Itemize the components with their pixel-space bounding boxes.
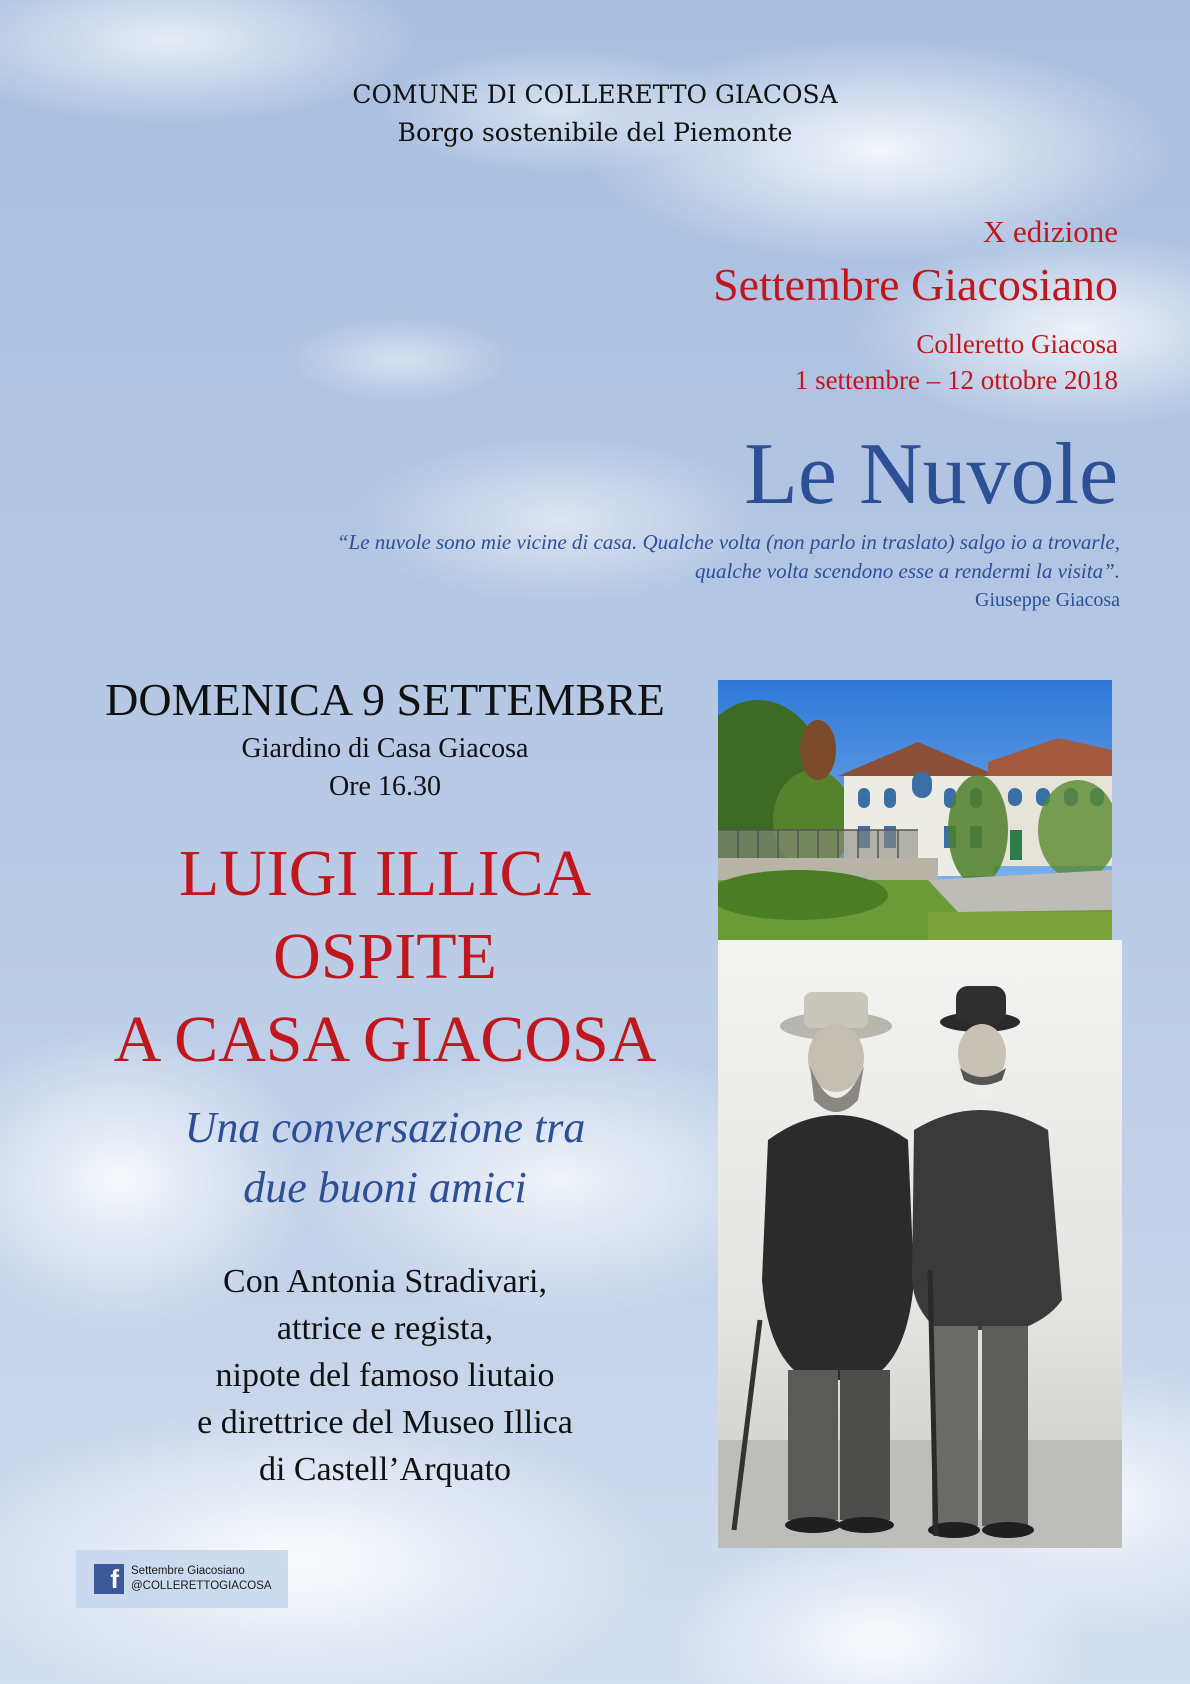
facebook-text (131, 1564, 272, 1594)
quote (337, 528, 1120, 615)
festival-info (713, 212, 1118, 398)
municipality-name: COMUNE DI COLLERETTO GIACOSA (352, 80, 838, 109)
event-guest-info (60, 1258, 710, 1493)
festival-name: Settembre Giacosiano (713, 259, 1118, 310)
event-title (60, 832, 710, 1081)
event-time: Ore 16.30 (329, 771, 441, 802)
house-photo (718, 680, 1112, 940)
guest-line: e direttrice del Museo Illica (197, 1404, 573, 1441)
guest-line: di Castell’Arquato (258, 1451, 512, 1488)
festival-dates: 1 settembre – 12 ottobre 2018 (794, 365, 1118, 395)
quote-line: “Le nuvole sono mie vicine di casa. Qualche volta (non parlo in traslato) salgo io a trovarle, (336, 530, 1120, 554)
guest-line: nipote del famoso liutaio (215, 1357, 555, 1394)
municipality-header (300, 76, 890, 152)
event-date: DOMENICA 9 SETTEMBRE (105, 674, 665, 725)
event-title-line: LUIGI ILLICA (178, 837, 592, 910)
edition-label: X edizione (982, 214, 1118, 249)
guest-line: attrice e regista, (276, 1310, 494, 1347)
event-subtitle-line: due buoni amici (243, 1163, 527, 1212)
historic-portrait-photo (718, 940, 1122, 1548)
event-venue (60, 730, 710, 806)
facebook-handle: @COLLERETTOGIACOSA (131, 1580, 272, 1592)
quote-author: Giuseppe Giacosa (975, 589, 1120, 611)
festival-place: Colleretto Giacosa (916, 329, 1118, 359)
event-subtitle-line: Una conversazione tra (184, 1103, 586, 1152)
facebook-icon: f (94, 1564, 124, 1594)
event-title-line: OSPITE (273, 920, 497, 993)
municipality-tagline: Borgo sostenibile del Piemonte (397, 118, 793, 147)
guest-line: Con Antonia Stradivari, (223, 1263, 547, 1300)
quote-line: qualche volta scendono esse a rendermi la visita”. (695, 559, 1120, 583)
event-subtitle (60, 1098, 710, 1218)
facebook-badge[interactable] (76, 1550, 288, 1608)
event-location: Giardino di Casa Giacosa (241, 733, 529, 764)
facebook-page-name: Settembre Giacosiano (131, 1565, 245, 1577)
festival-theme: Le Nuvole (744, 426, 1118, 523)
event-title-line: A CASA GIACOSA (113, 1003, 657, 1076)
